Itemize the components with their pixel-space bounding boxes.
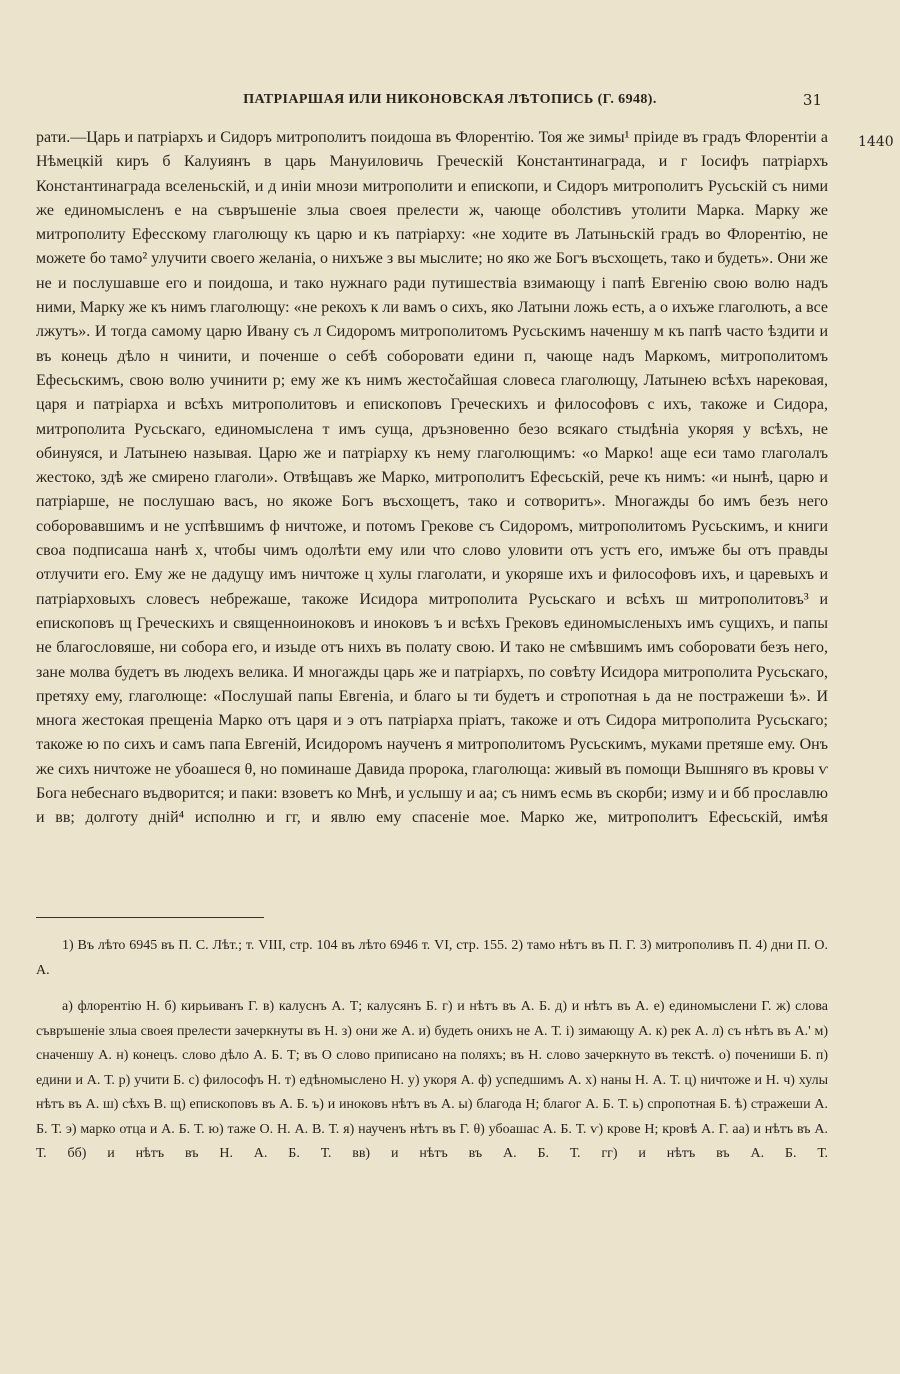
footnote-divider: [36, 917, 264, 918]
page-number: 31: [802, 91, 822, 109]
page-title: ПАТРІАРШАЯ ИЛИ НИКОНОВСКАЯ ЛѢТОПИСЬ (Г. 6948).: [243, 92, 657, 107]
margin-year: 1440: [858, 134, 894, 150]
chronicle-text: рати.—Царь и патріархъ и Сидоръ митрополитъ поидоша въ Флорентію. Тоя же зимы¹ пріиде въ градъ Флорентіи а Нѣмецкій киръ б Калуиянъ в царь Мануиловичь Греческій Константинаграда, и г Іосифъ патріархъ Константинаграда вселеньскій, и д инiи мнози митрополити и епископи, и Сидоръ митрополитъ Русьскій съ ними же единомысленъ е на съвръшеніе злыа своея прелести ж, чающе оболстивъ утолити Марка. Марку же митрополиту Ефесскому глаголющу къ царю и къ патріарху: «не ходите въ Латыньскій градъ во Флорентію, не можете бо тамо² улучити своего желаніа, о нихъже з вы мыслите; но яко же Богъ въсхощеть, тако и будеть». Они же не и послушавше его и поидоша, и тако нужнаго ради путишествіа взимающу і папѣ Евгенію свою волю надъ ними, Марку же къ нимъ глаголющу: «не рекохъ к ли вамъ о сихъ, яко Латыни ложь есть, а о ихъже глаголють, а все лжутъ». И тогда самому царю Ивану съ л Сидоромъ митрополитомъ Русьскимъ наченшу м къ папѣ часто ѣздити и въ конець дѣло н чинити, и поченше о себѣ соборовати едини п, чающе надъ Маркомъ, митрополитомъ Ефесьскимъ, свою волю учинити р; ему же къ нимъ жестočайшая словеса глаголющу, Латынею всѣхъ нарековая, царя и патріарха и всѣхъ митрополитовъ и епископовъ Греческихъ и философовъ с ихъ, такоже и Сидора, митрополита Русьскаго, единомыслена т имъ суща, дръзновенно безо всякаго стыдѣніа укоряя у всѣхъ, не обинуяся, и Латынею называя. Царю же и патріарху къ нему глаголющимъ: «о Марко! аще еси тамо глаголалъ жестоко, здѣ же смирено глаголи». Отвѣщавъ же Марко, митрополитъ Ефесьскій, рече къ нимъ: «и нынѣ, царю и патріарше, не послушаю васъ, но якоже Богъ въсхощетъ, тако и сотворитъ». Многажды бо имъ безъ него соборовавшимъ и не успѣвшимъ ф ничтоже, и потомъ Грекове съ Сидоромъ, митрополитомъ Русьскимъ, и книги своа подписаша нанѣ х, чтобы чимъ одолѣти ему или что слово уловити отъ устъ его, имъже бы отъ правды отлучити его. Ему же не дадущу имъ ничтоже ц хулы глаголати, и укоряше ихъ и философовъ ихъ, и царевыхъ и патріарховыхъ словесъ небрежаше, такоже Исидора митрополита Русьскаго и всѣхъ ш митрополитовъ³ и епископовъ щ Греческихъ и священноиноковъ и иноковъ ъ и всѣхъ Грековъ единомысленыхъ имъ сущихъ, и папы не благословяше, ни собора его, и изыде отъ нихъ въ полату свою. И тако не смѣвшимъ имъ соборовати безъ него, зане молва будетъ въ людехъ велика. И многажды царь же и патріархъ, по совѣту Исидора митрополита Русьскаго, претяху ему, глаголюще: «Послушай папы Евгеніа, и благо ы ти будетъ и стропотная ь да не постражеши ѣ». И многа жестокая прещеніа Марко отъ царя и э отъ патріарха пріатъ, такоже и отъ Сидора митрополита Русьскаго; такоже ю по сихъ и самъ папа Евгеній, Исидоромъ наученъ я митрополитомъ Русьскимъ, муками претяше ему. Онъ же сихъ ничтоже не убоашеся θ, но поминаше Давида пророка, глаголюща: живый въ помощи Вышняго въ кровы ѵ Бога небеснаго въдворится; и паки: взоветъ ко Мнѣ, и услышу и аа; съ нимъ есмь въ скорби; изму и и бб прославлю и вв; долготу дній⁴ исполню и гг, и явлю ему спасеніе мое. Марко же, митрополитъ Ефесьскій, имѣя: [36, 129, 828, 827]
lettered-footnotes: а) флорентію Н. б) кирьиванъ Г. в) калуснъ А. Т; калусянъ Б. г) и нѣтъ въ А. Б. д) и нѣтъ въ А. е) единомыслени Г. ж) слова съвръшеніе злыа своея прелести зачеркнуты въ Н. з) они же А. и) будеть онихъ не А. Т. і) зимающу А. к) рек А. л) съ нѣтъ въ А.' м) сначеншу А. н) конецъ. слово дѣло А. Б. Т; въ О слово приписано на поляхъ; въ Н. слово зачеркнуто въ текстѣ. о) почениши Б. п) едини и А. Т. р) учити Б. с) философъ Н. т) едѣномыслено Н. у) укоря А. ф) успедшимъ А. х) наны Н. А. Т. ц) ничтоже и Н. ч) хулы нѣтъ въ А. ш) сѣхъ В. щ) епископовъ въ А. Б. ъ) и иноковъ нѣтъ въ А. ы) благода Н; благог А. Б. Т. ь) спропотная Б. ѣ) стражеши А. Б. Т. э) марко отца и А. Б. Т. ю) таже О. Н. А. В. Т. я) наученъ нѣтъ въ Г. θ) убоашас А. Б. Т. ѵ) крове Н; кровѣ А. Г. аа) и нѣтъ въ А. Т. бб) и нѣтъ въ Н. А. Б. Т. вв) и нѣтъ въ А. Б. Т. гг) и нѣтъ въ А. Б. Т.: [36, 999, 828, 1161]
running-head: [0, 88, 900, 112]
numbered-footnotes: 1) Въ лѣто 6945 въ П. С. Лѣт.; т. VIII, стр. 104 въ лѣто 6946 т. VI, стр. 155. 2) тамо нѣтъ въ П. Г. 3) митрополивъ П. 4) дни П. О. А.: [36, 938, 828, 978]
